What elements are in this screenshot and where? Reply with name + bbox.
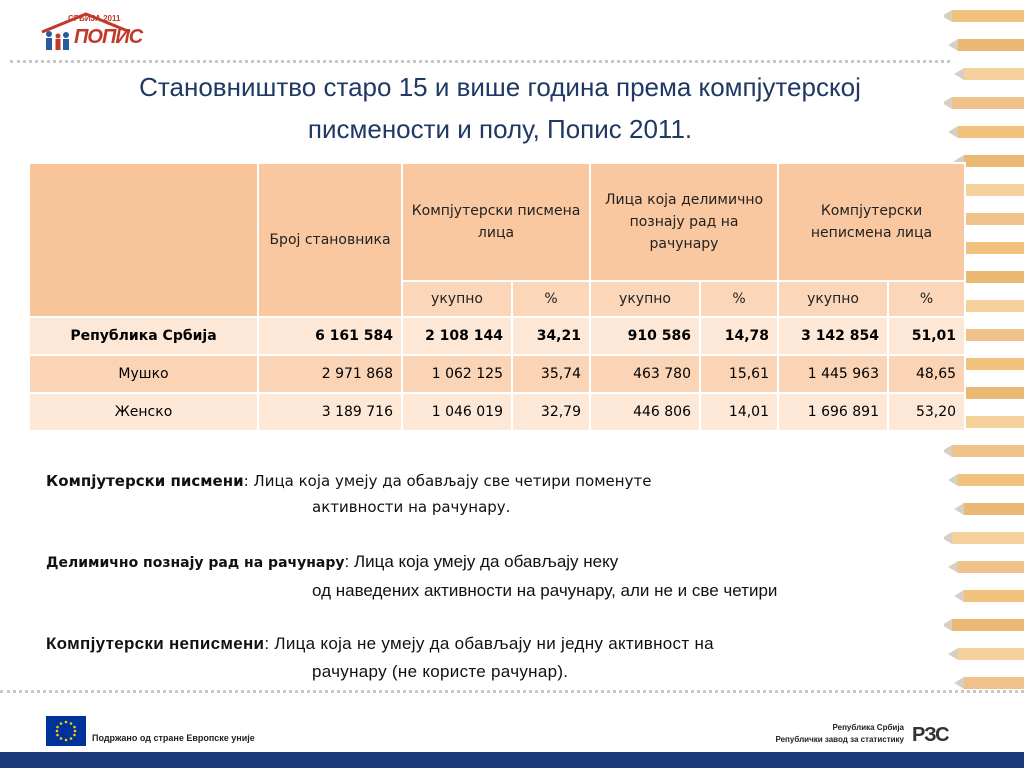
table-cell: 14,01 (700, 393, 778, 431)
definition-partial: Делимично познају рад на рачунару: Лица која умеју да обављају неку од наведених активности на рачунару, али не и све четири (46, 548, 777, 604)
table-cell: 6 161 584 (258, 317, 402, 355)
logo-year: СРБИЈА 2011 (68, 14, 121, 23)
top-divider (10, 60, 950, 63)
pencil-body (964, 590, 1024, 602)
table-row (29, 393, 965, 431)
rzs-logo: РЗС (912, 724, 949, 746)
subheader-percent: % (700, 281, 778, 317)
pencil-body (964, 416, 1024, 428)
pencil-tip (948, 561, 958, 573)
table-cell: 15,61 (700, 355, 778, 393)
pencil-body (964, 677, 1024, 689)
table-cell: 53,20 (888, 393, 965, 431)
pencil-tip (948, 648, 958, 660)
definition-term: Компјутерски писмени (46, 472, 244, 490)
table-cell: 2 108 144 (402, 317, 512, 355)
table-cell: 32,79 (512, 393, 590, 431)
table-cell: 1 445 963 (778, 355, 888, 393)
subheader-percent: % (512, 281, 590, 317)
pencil-body (958, 39, 1024, 51)
row-label: Женско (29, 393, 258, 431)
pencil-body (958, 474, 1024, 486)
pencil-body (958, 387, 1024, 399)
pencil-body (964, 155, 1024, 167)
table-row (29, 317, 965, 355)
definition-text: Лица која не умеју да обављају ни једну активност на (274, 634, 714, 653)
definition-literate: Компјутерски писмени: Лица која умеју да обављају све четири поменуте активности на рачунару. (46, 468, 651, 520)
table-cell: 1 062 125 (402, 355, 512, 393)
table-cell: 2 971 868 (258, 355, 402, 393)
table-cell: 1 046 019 (402, 393, 512, 431)
eu-support-text: Подржано од стране Европске уније (92, 733, 255, 743)
pencil-tip (948, 39, 958, 51)
definition-illiterate: Компјутерски неписмени: Лица која не умеју да обављају ни једну активност на рачунару (не користе рачунар). (46, 630, 714, 686)
row-label: Република Србија (29, 317, 258, 355)
footer-bar (0, 752, 1024, 768)
pencil-tip (954, 590, 964, 602)
pencil-body (964, 242, 1024, 254)
subheader-percent: % (888, 281, 965, 317)
page-title (30, 66, 970, 150)
pencil-body (952, 619, 1024, 631)
pencil-tip (944, 10, 952, 22)
eu-flag-icon (46, 716, 86, 746)
table-cell: 463 780 (590, 355, 700, 393)
definition-text: активности на рачунару. (312, 498, 511, 516)
subheader-total: укупно (778, 281, 888, 317)
subheader-total: укупно (402, 281, 512, 317)
table-cell: 3 142 854 (778, 317, 888, 355)
table-cell: 35,74 (512, 355, 590, 393)
popis-logo (40, 12, 143, 50)
pencil-body (958, 648, 1024, 660)
pencil-body (964, 68, 1024, 80)
pencil-body (952, 445, 1024, 457)
pencil-tip (948, 474, 958, 486)
definition-text: од наведених активности на рачунару, али не и све четири (312, 581, 778, 600)
table-cell: 446 806 (590, 393, 700, 431)
pencil-body (952, 10, 1024, 22)
header-literate: Компјутерски писмена лица (402, 163, 590, 281)
definition-text: Лица која умеју да обављају неку (353, 552, 619, 571)
pencil-tip (954, 503, 964, 515)
table-cell: 1 696 891 (778, 393, 888, 431)
pencil-tip (954, 677, 964, 689)
pencil-tip (944, 445, 952, 457)
rzs-name: Република Србија Републички завод за статистику (775, 723, 904, 744)
title-line-2: писмености и полу, Попис 2011. (307, 114, 693, 144)
table-row (29, 355, 965, 393)
header-population: Број становника (258, 163, 402, 317)
table-cell: 3 189 716 (258, 393, 402, 431)
row-label: Мушко (29, 355, 258, 393)
definition-term: Компјутерски неписмени (46, 634, 265, 653)
pencil-tip (944, 619, 952, 631)
census-table (28, 162, 966, 432)
logo-word: ПОПИС (74, 26, 143, 48)
title-line-1: Становништво старо 15 и више година према компјутерској (139, 72, 861, 102)
pencil-body (958, 300, 1024, 312)
pencil-body (952, 532, 1024, 544)
table-cell: 14,78 (700, 317, 778, 355)
pencil-body (958, 561, 1024, 573)
header-illiterate: Компјутерски неписмена лица (778, 163, 965, 281)
pencil-body (958, 213, 1024, 225)
definition-term: Делимично познају рад на рачунару (46, 555, 345, 571)
table-cell: 48,65 (888, 355, 965, 393)
table-cell: 910 586 (590, 317, 700, 355)
table-corner (29, 163, 258, 317)
pencil-tip (944, 532, 952, 544)
definition-text: рачунару (не користе рачунар). (312, 662, 569, 681)
definition-text: Лица која умеју да обављају све четири поменуте (253, 472, 652, 490)
subheader-total: укупно (590, 281, 700, 317)
header-partial: Лица која делимично познају рад на рачунару (590, 163, 778, 281)
people-icon (44, 30, 72, 50)
table-cell: 51,01 (888, 317, 965, 355)
table-cell: 34,21 (512, 317, 590, 355)
pencil-body (964, 503, 1024, 515)
bottom-divider (0, 690, 1024, 693)
pencil-body (964, 329, 1024, 341)
